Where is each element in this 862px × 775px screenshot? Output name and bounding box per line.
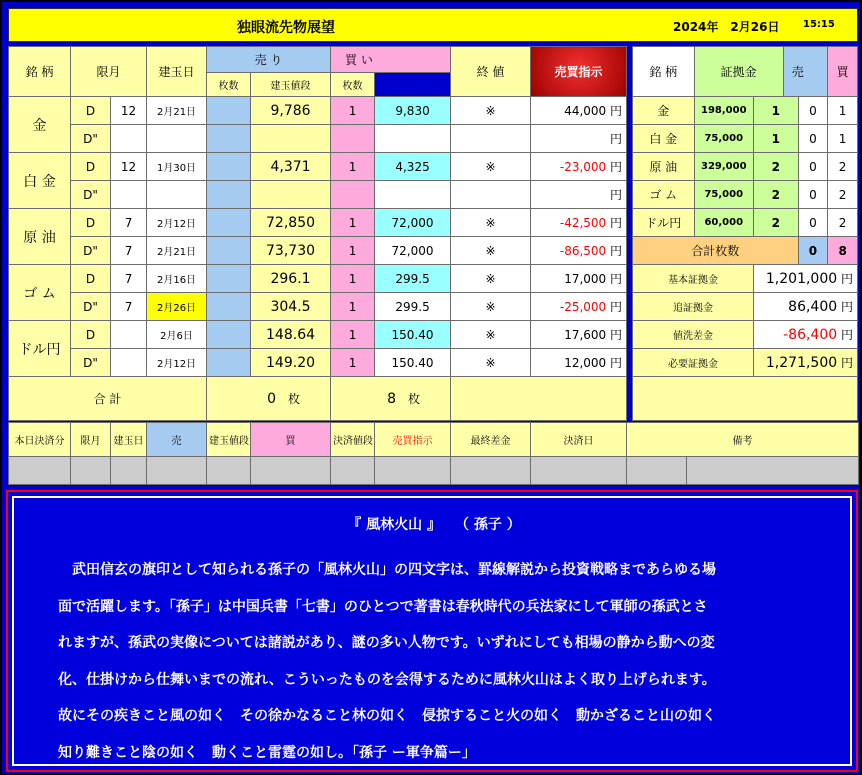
settle-cell[interactable] <box>451 457 531 485</box>
settle-cell[interactable] <box>531 457 627 485</box>
position-row <box>9 293 627 321</box>
settle-header: 決済日 <box>531 423 627 457</box>
total-buy: 8 枚 <box>331 377 451 421</box>
open-price[interactable]: 148.64 <box>251 321 331 349</box>
yen-unit: 円 <box>610 328 623 342</box>
position-row <box>9 125 627 153</box>
margin-header-margin: 証拠金 <box>694 47 783 97</box>
margin-summary-row <box>633 293 858 321</box>
open-date: 1月30日 <box>147 153 207 181</box>
yen-unit: 円 <box>610 244 623 258</box>
trade-instruction: ※ <box>451 153 531 181</box>
margin-total-label: 合計枚数 <box>633 237 799 265</box>
buy-qty[interactable]: 1 <box>331 349 375 377</box>
settle-header: 建玉値段 <box>207 423 251 457</box>
buy-qty[interactable] <box>331 125 375 153</box>
open-price[interactable] <box>251 181 331 209</box>
position-row <box>9 265 627 293</box>
quote-panel-border <box>12 496 852 766</box>
trade-instruction: ※ <box>451 97 531 125</box>
sell-qty[interactable] <box>207 125 251 153</box>
close-price: 299.5 <box>375 265 451 293</box>
trade-instruction: ※ <box>451 349 531 377</box>
yen-unit: 円 <box>610 188 623 202</box>
margin-sell: 0 <box>798 125 828 153</box>
margin-header-name: 銘 柄 <box>633 47 695 97</box>
margin-row <box>633 153 858 181</box>
close-price: 150.40 <box>375 349 451 377</box>
yen-unit: 円 <box>610 216 623 230</box>
settle-cell[interactable] <box>111 457 147 485</box>
buy-qty[interactable]: 1 <box>331 265 375 293</box>
sell-qty[interactable] <box>207 97 251 125</box>
margin-qty: 1 <box>753 125 798 153</box>
yen-unit: 円 <box>610 300 623 314</box>
margin-row <box>633 125 858 153</box>
date-display: 2024年 2月26日 <box>673 20 780 34</box>
settle-header: 決済値段 <box>331 423 375 457</box>
margin-buy: 1 <box>828 125 858 153</box>
summary-value-cell <box>753 321 857 349</box>
margin-total-row <box>633 237 858 265</box>
contract-month <box>111 125 147 153</box>
contract-type: D" <box>71 125 111 153</box>
settle-header: 買 <box>251 423 331 457</box>
settle-header: 最終差金 <box>451 423 531 457</box>
commodity-name: 原 油 <box>9 209 71 265</box>
summary-value-cell <box>753 265 857 293</box>
margin-buy: 2 <box>828 153 858 181</box>
buy-qty[interactable]: 1 <box>331 321 375 349</box>
settle-cell[interactable] <box>251 457 331 485</box>
settle-header: 建玉日 <box>111 423 147 457</box>
col-header-instruction: 売買指示 <box>531 47 627 97</box>
buy-qty[interactable]: 1 <box>331 153 375 181</box>
summary-label: 必要証拠金 <box>633 349 754 377</box>
position-row <box>9 97 627 125</box>
yen-unit: 円 <box>610 160 623 174</box>
settle-cell[interactable] <box>207 457 251 485</box>
diff-value: 12,000 <box>564 356 607 370</box>
summary-value-cell <box>753 349 857 377</box>
yen-unit: 円 <box>840 328 853 342</box>
diff-value: -25,000 <box>559 300 607 314</box>
contract-month: 12 <box>111 153 147 181</box>
margin-total-sell: 0 <box>798 237 828 265</box>
total-sell: 0 枚 <box>207 377 331 421</box>
settle-cell[interactable] <box>9 457 71 485</box>
summary-label: 基本証拠金 <box>633 265 754 293</box>
close-price: 299.5 <box>375 293 451 321</box>
positions-table <box>8 46 627 421</box>
sell-qty[interactable] <box>207 153 251 181</box>
sell-qty[interactable] <box>207 265 251 293</box>
diff-cell <box>531 321 627 349</box>
margin-header-buy: 買 <box>828 47 858 97</box>
position-row <box>9 181 627 209</box>
commodity-name: 金 <box>9 97 71 153</box>
sell-qty[interactable] <box>207 293 251 321</box>
margin-summary-row <box>633 265 858 293</box>
col-header-name: 銘 柄 <box>9 47 71 97</box>
diff-value: 17,000 <box>564 272 607 286</box>
contract-type: D" <box>71 237 111 265</box>
diff-cell <box>531 181 627 209</box>
open-price[interactable]: 72,850 <box>251 209 331 237</box>
yen-unit: 円 <box>610 132 623 146</box>
contract-type: D <box>71 321 111 349</box>
close-price: 9,830 <box>375 97 451 125</box>
open-date <box>147 125 207 153</box>
summary-label: 値洗差金 <box>633 321 754 349</box>
buy-qty[interactable] <box>331 181 375 209</box>
open-date: 2月16日 <box>147 265 207 293</box>
contract-month: 7 <box>111 293 147 321</box>
position-row <box>9 237 627 265</box>
contract-type: D" <box>71 349 111 377</box>
margin-sell: 0 <box>798 181 828 209</box>
sell-qty[interactable] <box>207 321 251 349</box>
col-header-month: 限月 <box>71 47 147 97</box>
open-price[interactable]: 9,786 <box>251 97 331 125</box>
contract-type: D" <box>71 293 111 321</box>
margin-filler-row <box>633 377 858 421</box>
total-label: 合 計 <box>9 377 207 421</box>
open-date: 2月6日 <box>147 321 207 349</box>
quote-line: 化、仕掛けから仕舞いまでの流れ、こういったものを会得するために風林火山はよく取り上げられます。 <box>58 671 716 688</box>
open-date: 2月26日 <box>147 293 207 321</box>
settlement-table <box>8 422 859 485</box>
col-header-open-date: 建玉日 <box>147 47 207 97</box>
close-price <box>375 125 451 153</box>
commodity-name: ゴ ム <box>9 265 71 321</box>
position-row <box>9 153 627 181</box>
buy-qty[interactable]: 1 <box>331 209 375 237</box>
margin-row <box>633 181 858 209</box>
summary-value-cell <box>753 293 857 321</box>
contract-type: D <box>71 209 111 237</box>
trade-instruction: ※ <box>451 321 531 349</box>
trade-instruction: ※ <box>451 237 531 265</box>
summary-value: 1,271,500 <box>765 355 838 371</box>
trade-instruction: ※ <box>451 293 531 321</box>
margin-sell: 0 <box>798 97 828 125</box>
quote-line: 武田信玄の旗印として知られる孫子の「風林火山」の四文字は、罫線解説から投資戦略まであらゆる場 <box>72 562 716 578</box>
yen-unit: 円 <box>610 272 623 286</box>
sell-qty[interactable] <box>207 237 251 265</box>
margin-row <box>633 209 858 237</box>
contract-type: D <box>71 265 111 293</box>
quote-line: 面で活躍します。「孫子」は中国兵書「七書」のひとつで著書は春秋時代の兵法家にして軍師の孫武とさ <box>58 598 708 615</box>
margin-buy: 2 <box>828 209 858 237</box>
quote-line: れますが、孫武の実像については諸説があり、謎の多い人物です。いずれにしても相場の静から動への変 <box>58 635 715 651</box>
quote-line: 知り難きこと陰の如く 動くこと雷霆の如し。「孫子 ー軍争篇ー」 <box>58 744 476 761</box>
open-date: 2月12日 <box>147 349 207 377</box>
yen-unit: 円 <box>840 272 853 286</box>
contract-type: D" <box>71 181 111 209</box>
margin-buy: 1 <box>828 97 858 125</box>
summary-value: -86,400 <box>783 327 838 343</box>
yen-unit: 円 <box>840 300 853 314</box>
margin-qty: 2 <box>753 181 798 209</box>
margin-summary-row <box>633 321 858 349</box>
contract-month <box>111 321 147 349</box>
margin-total-buy: 8 <box>828 237 858 265</box>
margin-commodity: 金 <box>633 97 695 125</box>
settle-cell[interactable] <box>375 457 451 485</box>
col-header-sell: 売 り <box>207 47 331 73</box>
summary-value: 86,400 <box>788 299 838 315</box>
margin-table <box>632 46 858 421</box>
quote-title: 『 風林火山 』 （ 孫子 ） <box>347 517 521 533</box>
open-price[interactable]: 296.1 <box>251 265 331 293</box>
col-header-sell-qty: 枚数 <box>207 73 251 97</box>
contract-month: 12 <box>111 97 147 125</box>
open-date: 2月12日 <box>147 209 207 237</box>
margin-qty: 2 <box>753 209 798 237</box>
margin-qty: 2 <box>753 153 798 181</box>
close-price: 150.40 <box>375 321 451 349</box>
col-header-close: 終 値 <box>451 47 531 97</box>
diff-value: 17,600 <box>564 328 607 342</box>
close-price: 72,000 <box>375 209 451 237</box>
open-price[interactable]: 73,730 <box>251 237 331 265</box>
diff-cell <box>531 265 627 293</box>
position-row <box>9 349 627 377</box>
col-header-buy: 買 い <box>331 47 451 73</box>
buy-qty[interactable]: 1 <box>331 97 375 125</box>
time-display: 15:15 <box>803 19 835 30</box>
diff-value: -23,000 <box>559 160 607 174</box>
buy-qty[interactable]: 1 <box>331 293 375 321</box>
open-price[interactable]: 304.5 <box>251 293 331 321</box>
diff-cell <box>531 349 627 377</box>
diff-cell <box>531 97 627 125</box>
margin-amount: 329,000 <box>694 153 753 181</box>
col-header-sell-price: 建玉値段 <box>251 73 331 97</box>
contract-month: 7 <box>111 237 147 265</box>
close-price <box>375 181 451 209</box>
margin-qty: 1 <box>753 97 798 125</box>
settle-header: 限月 <box>71 423 111 457</box>
diff-value: -42,500 <box>559 216 607 230</box>
margin-row <box>633 97 858 125</box>
contract-month <box>111 181 147 209</box>
commodity-name: ドル円 <box>9 321 71 377</box>
margin-commodity: 原 油 <box>633 153 695 181</box>
quote-line: 故にその疾きこと風の如く その徐かなること林の如く 侵掠すること火の如く 動かざること山の如く <box>58 708 716 724</box>
page-title: 独眼流先物展望 <box>237 20 335 36</box>
margin-amount: 60,000 <box>694 209 753 237</box>
open-price[interactable]: 4,371 <box>251 153 331 181</box>
margin-amount: 75,000 <box>694 125 753 153</box>
diff-cell <box>531 237 627 265</box>
margin-header-sell: 売 <box>783 47 828 97</box>
sell-qty[interactable] <box>207 349 251 377</box>
yen-unit: 円 <box>840 356 853 370</box>
col-header-buy-qty: 枚数 <box>331 73 375 97</box>
contract-month: 7 <box>111 209 147 237</box>
settle-header: 本日決済分 <box>9 423 71 457</box>
diff-value: -86,500 <box>559 244 607 258</box>
open-date: 2月21日 <box>147 97 207 125</box>
trade-instruction <box>451 125 531 153</box>
contract-type: D <box>71 153 111 181</box>
open-date: 2月21日 <box>147 237 207 265</box>
quote-body <box>58 552 828 771</box>
position-row <box>9 209 627 237</box>
margin-sell: 0 <box>798 209 828 237</box>
header-bar <box>8 8 858 42</box>
close-price: 4,325 <box>375 153 451 181</box>
settle-cell[interactable] <box>687 457 859 485</box>
diff-value: 44,000 <box>564 104 607 118</box>
settle-header: 売 <box>147 423 207 457</box>
trade-instruction: ※ <box>451 265 531 293</box>
settle-header: 備考 <box>627 423 859 457</box>
settle-cell[interactable] <box>147 457 207 485</box>
margin-commodity: ゴ ム <box>633 181 695 209</box>
sell-qty[interactable] <box>207 181 251 209</box>
open-price[interactable] <box>251 125 331 153</box>
quote-panel <box>6 490 858 772</box>
contract-type: D <box>71 97 111 125</box>
summary-label: 追証拠金 <box>633 293 754 321</box>
summary-value: 1,201,000 <box>765 271 838 287</box>
settle-cell[interactable] <box>331 457 375 485</box>
contract-month <box>111 349 147 377</box>
yen-unit: 円 <box>610 104 623 118</box>
open-price[interactable]: 149.20 <box>251 349 331 377</box>
settle-cell[interactable] <box>71 457 111 485</box>
position-row <box>9 321 627 349</box>
margin-summary-row <box>633 349 858 377</box>
diff-cell <box>531 153 627 181</box>
margin-amount: 75,000 <box>694 181 753 209</box>
contract-month: 7 <box>111 265 147 293</box>
sell-qty[interactable] <box>207 209 251 237</box>
trade-instruction: ※ <box>451 209 531 237</box>
trade-instruction <box>451 181 531 209</box>
buy-qty[interactable]: 1 <box>331 237 375 265</box>
margin-buy: 2 <box>828 181 858 209</box>
settle-cell[interactable] <box>627 457 687 485</box>
diff-cell <box>531 125 627 153</box>
margin-sell: 0 <box>798 153 828 181</box>
commodity-name: 白 金 <box>9 153 71 209</box>
margin-amount: 198,000 <box>694 97 753 125</box>
margin-commodity: 白 金 <box>633 125 695 153</box>
margin-commodity: ドル円 <box>633 209 695 237</box>
settle-header: 売買指示 <box>375 423 451 457</box>
diff-cell <box>531 293 627 321</box>
close-price: 72,000 <box>375 237 451 265</box>
yen-unit: 円 <box>610 356 623 370</box>
margin-filler <box>633 377 858 421</box>
open-date <box>147 181 207 209</box>
diff-cell <box>531 209 627 237</box>
total-spacer <box>451 377 627 421</box>
